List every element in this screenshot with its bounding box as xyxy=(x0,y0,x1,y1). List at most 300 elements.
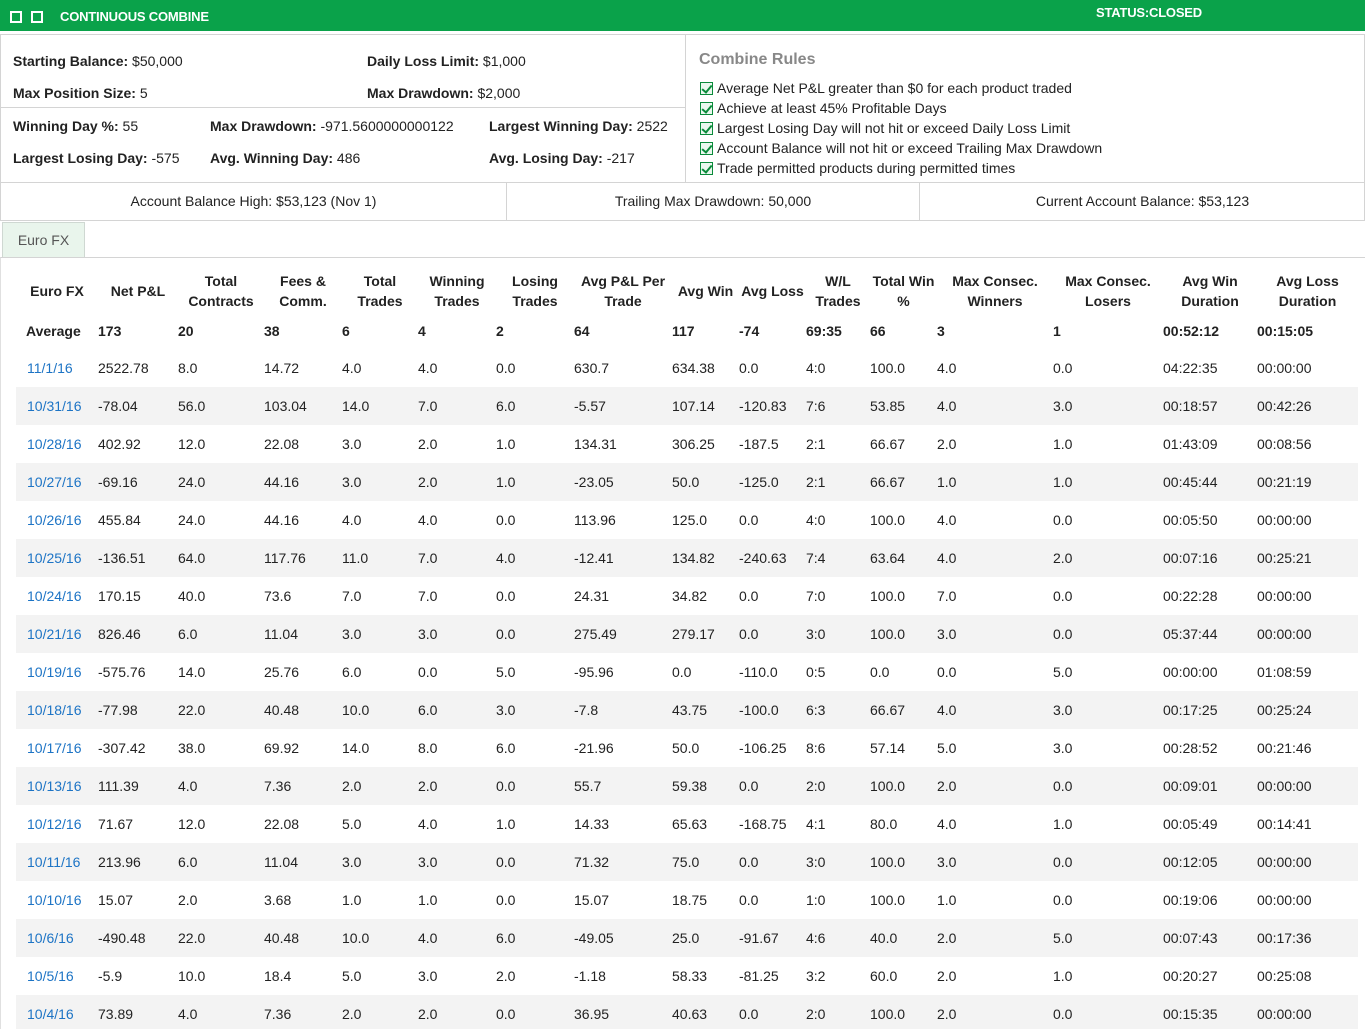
table-cell: -240.63 xyxy=(739,539,806,577)
table-cell: 5.0 xyxy=(496,664,516,680)
table-cell: 0.0 xyxy=(496,360,516,376)
table-cell: 00:22:28 xyxy=(1163,588,1218,604)
table-cell: 18.4 xyxy=(264,968,292,984)
table-cell: 306.25 xyxy=(672,436,715,452)
date-link[interactable]: 10/13/16 xyxy=(16,767,98,805)
table-cell: 2:0 xyxy=(806,767,870,805)
column-header[interactable]: Avg P&L Per Trade xyxy=(580,272,666,309)
table-cell: 40.63 xyxy=(672,995,739,1029)
largest-winning-day-label: Largest Winning Day: xyxy=(489,118,633,134)
table-cell: 00:09:01 xyxy=(1163,767,1257,805)
table-cell: 3.0 xyxy=(342,463,418,501)
average-cell: 38 xyxy=(264,323,280,339)
trades-table-panel xyxy=(0,257,1365,1029)
checkmark-icon xyxy=(700,162,713,175)
table-cell: 00:00:00 xyxy=(1257,767,1358,805)
largest-winning-day xyxy=(489,118,668,134)
column-header[interactable]: Avg Loss xyxy=(741,282,804,299)
date-link[interactable]: 10/25/16 xyxy=(16,539,98,577)
table-cell: 213.96 xyxy=(98,843,178,881)
column-header[interactable]: Avg Win Duration xyxy=(1181,272,1239,309)
table-row xyxy=(16,463,1358,501)
rule-text: Average Net P&L greater than $0 for each product traded xyxy=(717,80,1072,96)
table-cell: -78.04 xyxy=(98,387,178,425)
table-cell: 43.75 xyxy=(672,691,739,729)
max-drawdown-limit xyxy=(367,85,520,101)
table-cell: 2522.78 xyxy=(98,360,149,376)
table-cell: 66.67 xyxy=(870,463,937,501)
table-cell: 25.76 xyxy=(264,664,300,680)
table-cell: 36.95 xyxy=(574,995,672,1029)
max-position-value: 5 xyxy=(139,85,148,101)
table-cell: 3:0 xyxy=(806,843,870,881)
table-cell: 1.0 xyxy=(496,816,516,832)
table-cell: 53.85 xyxy=(870,387,937,425)
table-cell: 8:6 xyxy=(806,740,826,756)
table-cell: 117.76 xyxy=(264,539,342,577)
daily-loss-limit-value: $1,000 xyxy=(482,53,526,69)
table-cell: 4:1 xyxy=(806,816,826,832)
status-label: STATUS: xyxy=(1096,5,1149,20)
date-link[interactable]: 10/18/16 xyxy=(16,691,98,729)
date-link[interactable]: 10/24/16 xyxy=(27,588,82,604)
column-header[interactable]: Total Contracts xyxy=(188,272,254,309)
table-cell: 22.08 xyxy=(264,816,300,832)
table-cell: 0.0 xyxy=(496,512,516,528)
table-cell: 100.0 xyxy=(870,843,937,881)
column-header[interactable]: Total Win % xyxy=(872,272,935,309)
table-cell: 12.0 xyxy=(178,816,206,832)
table-cell: 50.0 xyxy=(672,463,739,501)
table-cell: 0.0 xyxy=(739,588,759,604)
column-header[interactable]: Euro FX xyxy=(30,282,84,299)
table-row xyxy=(16,577,1358,615)
table-cell: 1:0 xyxy=(806,892,826,908)
table-cell: 6.0 xyxy=(496,740,516,756)
table-cell: 1.0 xyxy=(496,436,516,452)
table-cell: 00:00:00 xyxy=(1257,615,1358,653)
table-cell: 00:07:43 xyxy=(1163,919,1257,957)
table-cell: 66.67 xyxy=(870,436,906,452)
table-cell: 4.0 xyxy=(937,360,957,376)
table-cell: 2.0 xyxy=(937,968,957,984)
average-cell: -74 xyxy=(739,323,760,339)
winning-day-pct xyxy=(13,118,138,134)
checkmark-icon xyxy=(700,142,713,155)
table-cell: 1.0 xyxy=(1053,436,1073,452)
starting-balance-value: $50,000 xyxy=(132,53,183,69)
column-header[interactable]: Losing Trades xyxy=(512,272,558,309)
max-drawdown-stat xyxy=(210,118,454,134)
max-drawdown-stat-label: Max Drawdown: xyxy=(210,118,317,134)
table-cell: 113.96 xyxy=(574,512,616,528)
table-cell: 5.0 xyxy=(937,740,957,756)
table-cell: 4.0 xyxy=(418,919,496,957)
max-drawdown-stat-value: -971.5600000000122 xyxy=(320,118,454,134)
table-cell: 2.0 xyxy=(1053,539,1163,577)
date-link[interactable]: 10/26/16 xyxy=(27,512,82,528)
table-cell: -100.0 xyxy=(739,691,806,729)
table-cell: 0.0 xyxy=(739,843,806,881)
table-cell: 71.32 xyxy=(574,843,672,881)
table-row xyxy=(16,387,1358,425)
date-link[interactable]: 10/4/16 xyxy=(16,995,98,1029)
table-cell: 0.0 xyxy=(496,588,516,604)
table-cell: -1.18 xyxy=(574,968,606,984)
table-cell: 1.0 xyxy=(1053,816,1073,832)
tab-euro-fx[interactable]: Euro FX xyxy=(2,222,85,258)
rule-item xyxy=(700,160,1015,176)
combine-rules-title: Combine Rules xyxy=(699,51,816,68)
table-cell: 4.0 xyxy=(937,512,957,528)
column-header[interactable]: Total Trades xyxy=(357,272,403,309)
table-cell: -168.75 xyxy=(739,816,787,832)
table-cell: -77.98 xyxy=(98,691,178,729)
table-cell: 00:17:25 xyxy=(1163,691,1257,729)
table-cell: -187.5 xyxy=(739,436,779,452)
table-cell: -307.42 xyxy=(98,740,146,756)
avg-losing-day-value: -217 xyxy=(606,150,635,166)
table-cell: 05:37:44 xyxy=(1163,615,1257,653)
average-label: Average xyxy=(26,323,81,339)
table-body xyxy=(16,313,1358,1029)
table-cell: 2:0 xyxy=(806,995,870,1029)
table-cell: 275.49 xyxy=(574,615,672,653)
date-link[interactable]: 10/11/16 xyxy=(16,843,98,881)
table-cell: 2.0 xyxy=(937,995,1053,1029)
table-cell: 5.0 xyxy=(1053,664,1073,680)
table-cell: 10.0 xyxy=(342,691,418,729)
rule-text: Largest Losing Day will not hit or exceed Daily Loss Limit xyxy=(717,120,1071,136)
select-all-checkbox[interactable] xyxy=(10,11,22,23)
table-cell: 3.0 xyxy=(937,843,1053,881)
table-cell: 24.0 xyxy=(178,463,264,501)
status-indicator xyxy=(1096,5,1202,20)
table-cell: 11.0 xyxy=(342,539,418,577)
table-cell: -5.57 xyxy=(574,387,672,425)
table-cell: 2.0 xyxy=(342,995,418,1029)
table-cell: 71.67 xyxy=(98,816,134,832)
table-cell: 00:25:08 xyxy=(1257,968,1312,984)
table-cell: 14.72 xyxy=(264,360,300,376)
date-link[interactable]: 10/5/16 xyxy=(27,968,74,984)
table-row xyxy=(16,843,1358,881)
date-link[interactable]: 11/1/16 xyxy=(27,360,73,376)
divider xyxy=(1,107,685,108)
table-cell: 100.0 xyxy=(870,615,937,653)
table-cell: 3.0 xyxy=(1053,740,1073,756)
date-link[interactable]: 10/12/16 xyxy=(27,816,82,832)
rule-text: Account Balance will not hit or exceed Trailing Max Drawdown xyxy=(717,140,1103,156)
table-cell: 4.0 xyxy=(342,360,362,376)
table-cell: 4.0 xyxy=(342,512,362,528)
table-cell: 00:17:36 xyxy=(1257,919,1358,957)
table-cell: -125.0 xyxy=(739,463,806,501)
table-cell: 00:21:19 xyxy=(1257,463,1358,501)
column-header[interactable]: W/L Trades xyxy=(815,272,861,309)
column-header[interactable]: Fees & Comm. xyxy=(279,272,327,309)
table-row xyxy=(16,957,1358,995)
table-cell: 0.0 xyxy=(739,892,759,908)
table-cell: 7.36 xyxy=(264,995,342,1029)
avg-winning-day xyxy=(210,150,360,166)
table-cell: 7.0 xyxy=(342,588,362,604)
table-cell: 0.0 xyxy=(496,767,574,805)
table-cell: 00:15:35 xyxy=(1163,995,1257,1029)
table-cell: 0.0 xyxy=(1053,995,1163,1029)
table-cell: 00:18:57 xyxy=(1163,387,1257,425)
max-drawdown-limit-value: $2,000 xyxy=(477,85,521,101)
table-cell: -7.8 xyxy=(574,691,672,729)
table-cell: 10.0 xyxy=(342,919,418,957)
average-cell: 2 xyxy=(496,323,504,339)
table-cell: 402.92 xyxy=(98,436,141,452)
table-cell: 22.0 xyxy=(178,691,264,729)
table-cell: 7.0 xyxy=(418,387,496,425)
column-header[interactable]: Max Consec. Losers xyxy=(1065,272,1151,309)
table-row xyxy=(16,881,1358,919)
table-cell: -12.41 xyxy=(574,539,672,577)
table-cell: 69.92 xyxy=(264,740,300,756)
table-cell: 3.0 xyxy=(418,615,496,653)
average-cell: 00:52:12 xyxy=(1163,323,1220,339)
table-cell: 5.0 xyxy=(342,968,362,984)
date-link[interactable]: 10/17/16 xyxy=(27,740,82,756)
table-cell: 0.0 xyxy=(739,615,806,653)
table-cell: 7.0 xyxy=(418,588,438,604)
largest-losing-day-value: -575 xyxy=(151,150,180,166)
average-cell: 20 xyxy=(178,323,194,339)
table-cell: 5.0 xyxy=(342,816,362,832)
table-cell: 0.0 xyxy=(739,360,759,376)
table-cell: 3.0 xyxy=(496,691,574,729)
table-cell: 134.82 xyxy=(672,539,739,577)
account-stats xyxy=(1,35,686,182)
table-cell: 00:00:00 xyxy=(1257,512,1312,528)
table-cell: 01:43:09 xyxy=(1163,436,1218,452)
date-link[interactable]: 10/27/16 xyxy=(16,463,98,501)
table-cell: 34.82 xyxy=(672,588,708,604)
table-cell: 2.0 xyxy=(937,436,957,452)
current-account-balance: Current Account Balance: $53,123 xyxy=(1035,193,1250,209)
table-cell: 0.0 xyxy=(1053,588,1073,604)
table-cell: 0.0 xyxy=(496,995,574,1029)
combine-checkbox[interactable] xyxy=(31,11,43,23)
average-cell: 69:35 xyxy=(806,323,842,339)
date-link[interactable]: 10/21/16 xyxy=(16,615,98,653)
table-cell: 6.0 xyxy=(496,919,574,957)
table-cell: 04:22:35 xyxy=(1163,360,1218,376)
table-cell: -91.67 xyxy=(739,919,806,957)
table-cell: 65.63 xyxy=(672,816,708,832)
table-cell: 7.0 xyxy=(418,539,496,577)
table-cell: 134.31 xyxy=(574,436,617,452)
table-cell: 40.0 xyxy=(870,919,937,957)
table-cell: 3.68 xyxy=(264,892,292,908)
account-balance-high: Account Balance High: $53,123 (Nov 1) xyxy=(1,183,507,220)
table-cell: 100.0 xyxy=(870,767,937,805)
rule-item xyxy=(700,100,947,116)
table-cell: 00:42:26 xyxy=(1257,387,1358,425)
table-cell: 00:20:27 xyxy=(1163,968,1218,984)
table-cell: 11.04 xyxy=(264,615,342,653)
table-cell: 4.0 xyxy=(418,816,438,832)
column-header[interactable]: Avg Win xyxy=(677,282,734,299)
balance-summary-bar xyxy=(0,183,1365,221)
date-link[interactable]: 10/19/16 xyxy=(27,664,82,680)
table-cell: -81.25 xyxy=(739,968,779,984)
table-cell: 38.0 xyxy=(178,740,206,756)
table-cell: 103.04 xyxy=(264,387,342,425)
table-cell: 100.0 xyxy=(870,512,906,528)
date-link[interactable]: 10/10/16 xyxy=(27,892,82,908)
table-cell: -95.96 xyxy=(574,664,614,680)
table-cell: -136.51 xyxy=(98,539,178,577)
rule-text: Achieve at least 45% Profitable Days xyxy=(717,100,947,116)
average-cell: 6 xyxy=(342,323,350,339)
average-cell: 66 xyxy=(870,323,886,339)
table-cell: -120.83 xyxy=(739,387,806,425)
table-cell: 8.0 xyxy=(418,740,438,756)
table-cell: -110.0 xyxy=(739,664,778,680)
column-header[interactable]: Winning Trades xyxy=(429,272,485,309)
table-row xyxy=(16,995,1358,1029)
account-info-panel xyxy=(0,34,1365,183)
checkmark-icon xyxy=(700,122,713,135)
largest-losing-day xyxy=(13,150,180,166)
combine-rules xyxy=(686,35,1364,182)
max-position-size xyxy=(13,85,148,101)
table-cell: 40.0 xyxy=(178,588,206,604)
table-cell: 0.0 xyxy=(418,664,438,680)
table-cell: 40.48 xyxy=(264,919,342,957)
table-cell: 4.0 xyxy=(937,691,1053,729)
table-cell: 14.0 xyxy=(342,740,370,756)
table-cell: 3.0 xyxy=(342,436,362,452)
table-cell: 12.0 xyxy=(178,436,206,452)
table-row xyxy=(16,653,1358,691)
table-cell: -69.16 xyxy=(98,463,178,501)
table-cell: 4:6 xyxy=(806,919,870,957)
table-cell: 0.0 xyxy=(1053,615,1163,653)
table-row xyxy=(16,539,1358,577)
column-header[interactable]: Avg Loss Duration xyxy=(1276,272,1339,309)
table-cell: -23.05 xyxy=(574,463,672,501)
table-cell: 00:25:21 xyxy=(1257,539,1358,577)
table-cell: 2.0 xyxy=(178,892,198,908)
table-cell: 40.48 xyxy=(264,691,342,729)
table-cell: 4.0 xyxy=(178,767,264,805)
table-cell: 6.0 xyxy=(178,615,264,653)
table-cell: 0.0 xyxy=(739,995,806,1029)
header-bar xyxy=(0,0,1365,33)
table-cell: 7:0 xyxy=(806,588,826,604)
avg-winning-day-label: Avg. Winning Day: xyxy=(210,150,334,166)
table-cell: 00:00:00 xyxy=(1257,995,1358,1029)
table-cell: 3.0 xyxy=(937,615,1053,653)
table-row xyxy=(16,349,1358,387)
table-cell: 14.0 xyxy=(178,664,206,680)
average-cell: 64 xyxy=(574,323,590,339)
table-cell: 00:19:06 xyxy=(1163,892,1218,908)
table-cell: 0.0 xyxy=(1053,360,1073,376)
winning-day-pct-value: 55 xyxy=(122,118,139,134)
largest-winning-day-value: 2522 xyxy=(636,118,668,134)
average-cell: 1 xyxy=(1053,323,1061,339)
table-cell: 4.0 xyxy=(178,995,264,1029)
rule-item xyxy=(700,120,1070,136)
table-cell: 2.0 xyxy=(342,767,418,805)
table-cell: 15.07 xyxy=(98,892,134,908)
table-cell: 1.0 xyxy=(1053,968,1073,984)
table-cell: 4.0 xyxy=(937,539,1053,577)
table-row xyxy=(16,615,1358,653)
column-header[interactable]: Net P&L xyxy=(110,282,166,299)
table-cell: 125.0 xyxy=(672,512,708,528)
table-cell: -490.48 xyxy=(98,919,178,957)
table-row xyxy=(16,501,1358,539)
status-value: CLOSED xyxy=(1149,5,1202,20)
table-cell: 57.14 xyxy=(870,740,906,756)
table-cell: 10.0 xyxy=(178,968,206,984)
table-cell: 0.0 xyxy=(496,892,516,908)
rule-item xyxy=(700,140,1102,156)
table-cell: 50.0 xyxy=(672,740,700,756)
table-cell: 24.0 xyxy=(178,512,206,528)
table-cell: 634.38 xyxy=(672,360,715,376)
average-row xyxy=(16,313,1358,349)
table-cell: 80.0 xyxy=(870,816,898,832)
table-cell: 66.67 xyxy=(870,691,937,729)
table-cell: 73.6 xyxy=(264,588,292,604)
average-cell: 4 xyxy=(418,323,426,339)
table-cell: 100.0 xyxy=(870,892,906,908)
table-cell: 7:4 xyxy=(806,539,870,577)
date-link[interactable]: 10/31/16 xyxy=(16,387,98,425)
table-cell: 00:00:00 xyxy=(1257,892,1312,908)
avg-winning-day-value: 486 xyxy=(336,150,361,166)
largest-losing-day-label: Largest Losing Day: xyxy=(13,150,148,166)
table-cell: 0.0 xyxy=(937,664,957,680)
table-cell: 25.0 xyxy=(672,919,739,957)
table-cell: 2.0 xyxy=(937,767,1053,805)
date-link[interactable]: 10/28/16 xyxy=(27,436,82,452)
table-cell: 3.0 xyxy=(1053,387,1163,425)
column-header[interactable]: Max Consec. Winners xyxy=(952,272,1038,309)
table-cell: 22.08 xyxy=(264,436,300,452)
table-cell: 18.75 xyxy=(672,892,708,908)
daily-loss-limit-label: Daily Loss Limit: xyxy=(367,53,480,69)
table-cell: 2:1 xyxy=(806,463,870,501)
table-cell: 00:00:00 xyxy=(1257,588,1312,604)
table-cell: 00:12:05 xyxy=(1163,843,1257,881)
table-cell: 00:00:00 xyxy=(1257,843,1358,881)
table-row xyxy=(16,691,1358,729)
daily-trades-table xyxy=(16,268,1358,1029)
table-cell: 6.0 xyxy=(496,387,574,425)
table-header-row xyxy=(16,268,1358,313)
date-link[interactable]: 10/6/16 xyxy=(16,919,98,957)
table-cell: 0.0 xyxy=(739,512,759,528)
table-cell: 59.38 xyxy=(672,767,739,805)
table-cell: 2:1 xyxy=(806,436,826,452)
table-cell: 100.0 xyxy=(870,588,906,604)
table-cell: 00:07:16 xyxy=(1163,539,1257,577)
table-cell: 3.0 xyxy=(418,843,496,881)
table-cell: 00:45:44 xyxy=(1163,463,1257,501)
table-cell: 00:00:00 xyxy=(1163,664,1218,680)
table-cell: 00:14:41 xyxy=(1257,816,1312,832)
